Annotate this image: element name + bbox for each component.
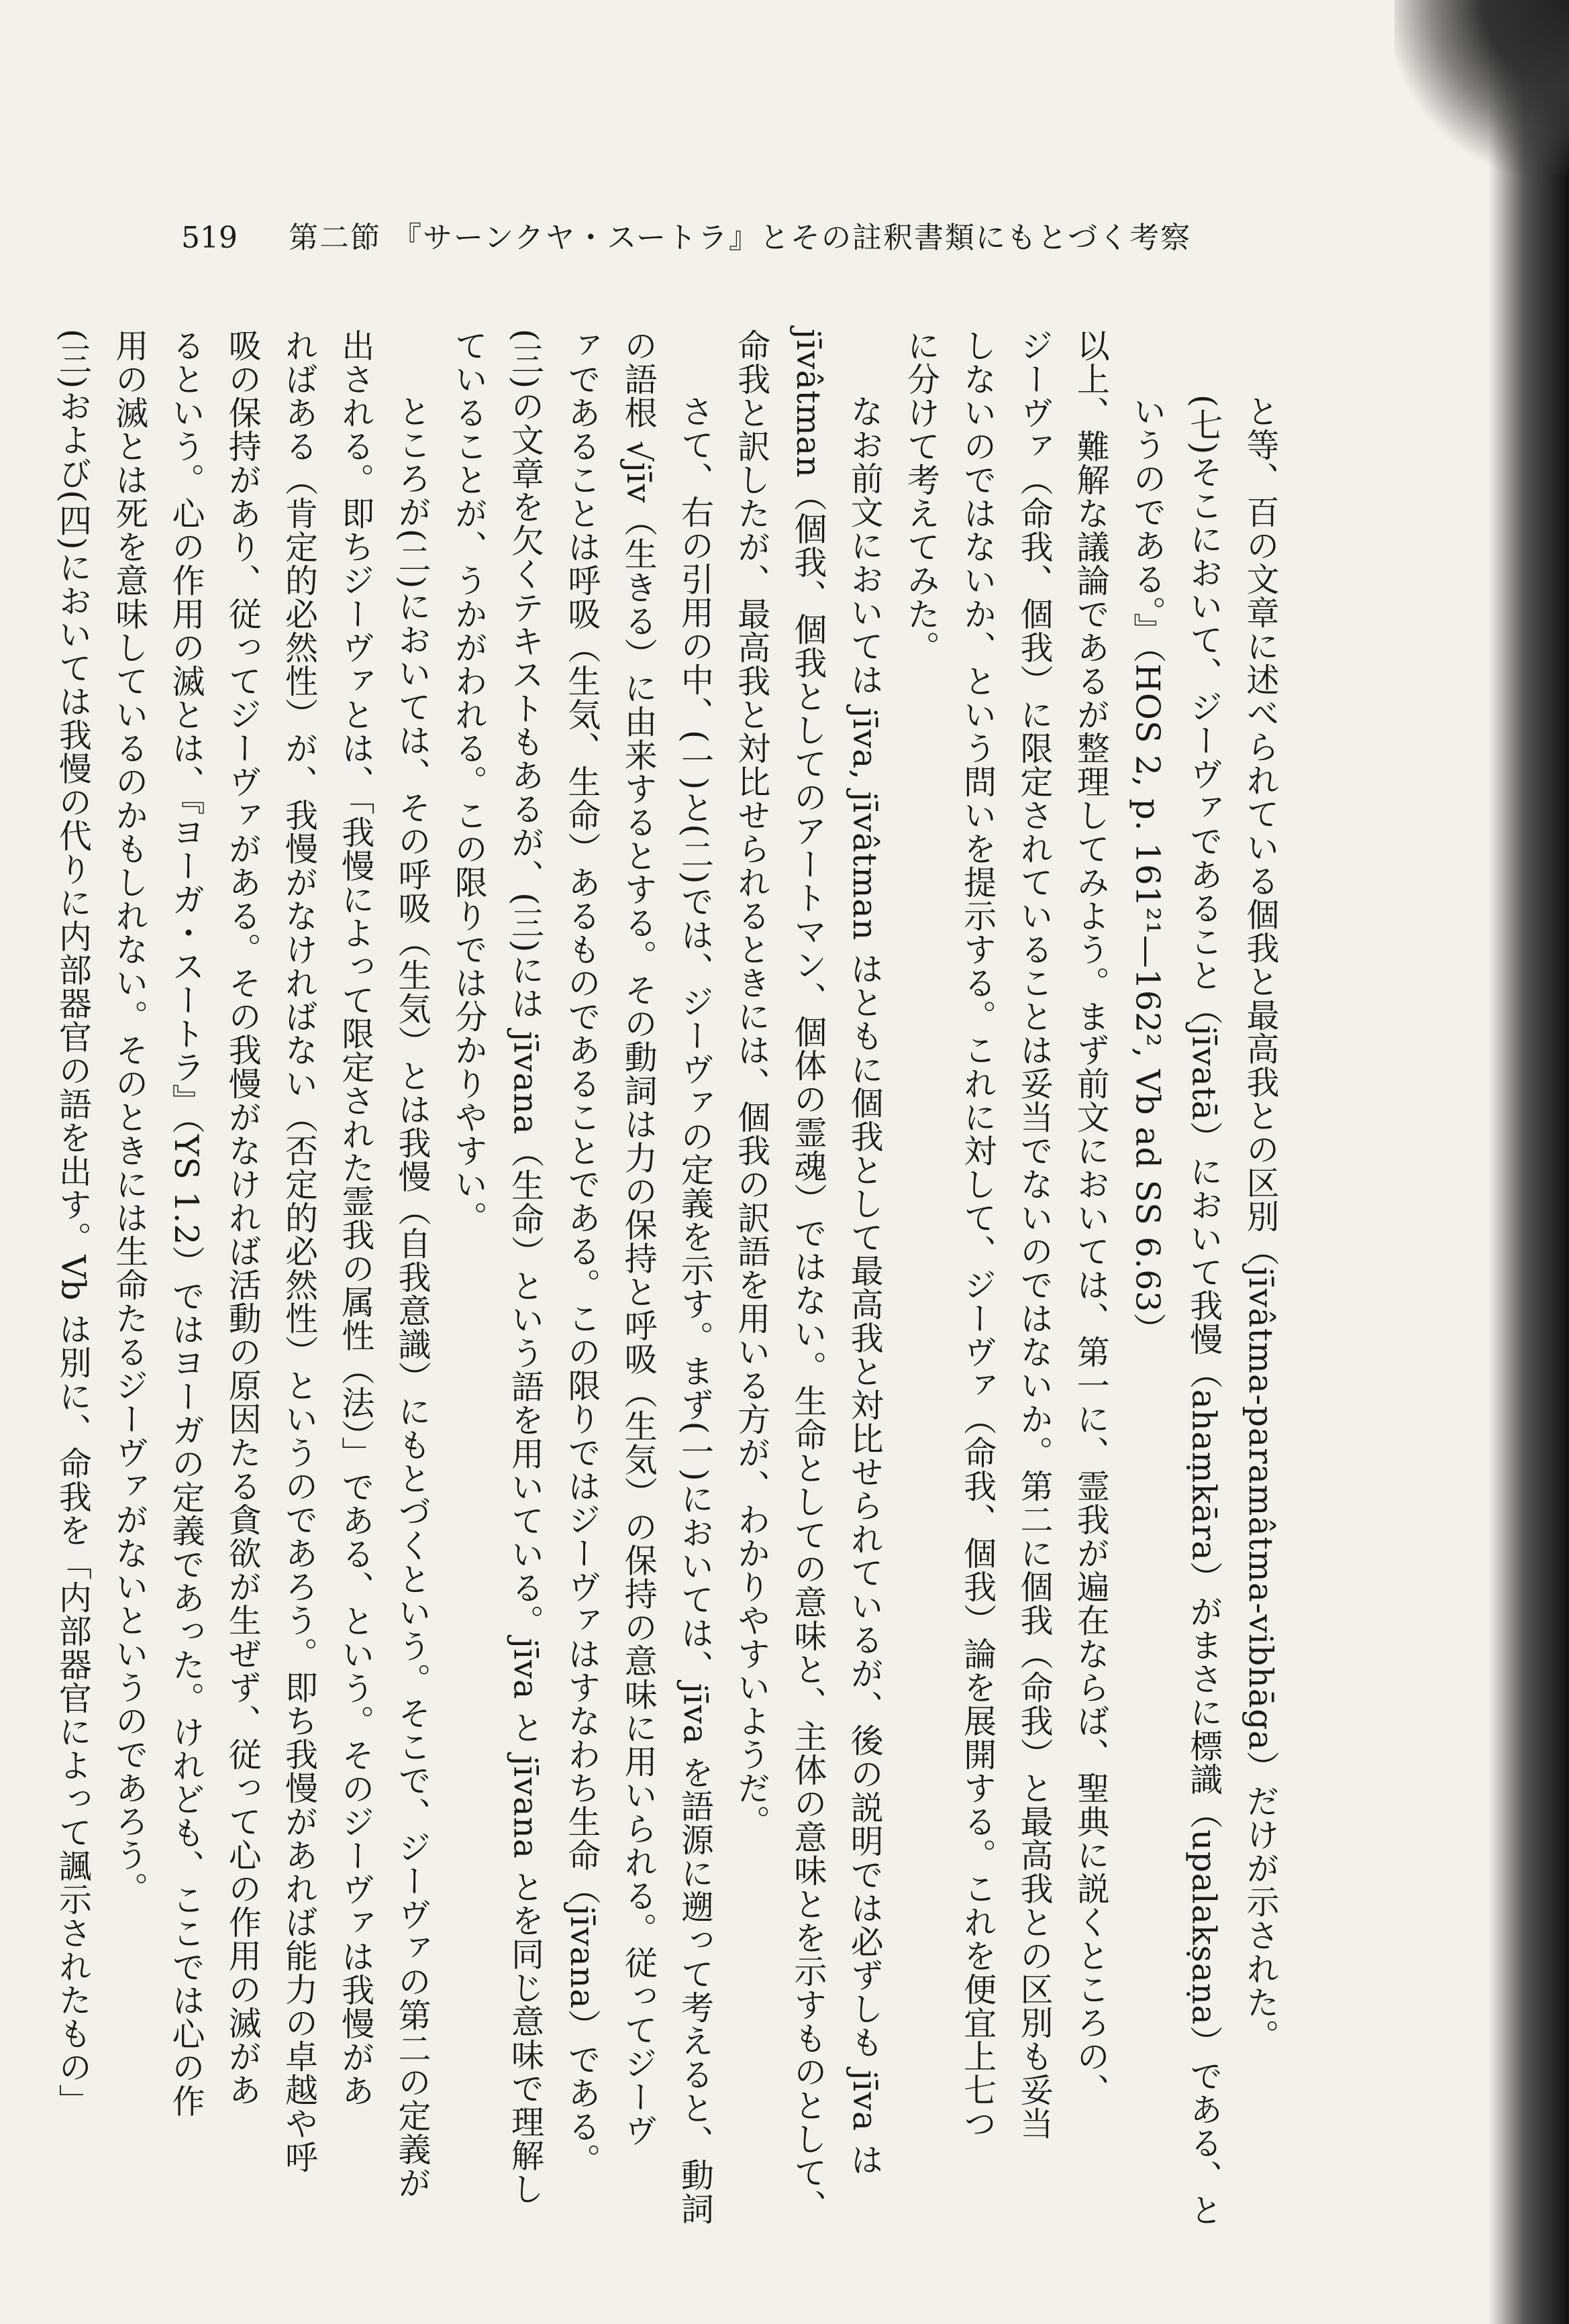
- text-line: 出される。即ちジーヴァとは、「我慢によって限定された霊我の属性（法）」である、という。そのジーヴァは我慢があ: [336, 329, 375, 2107]
- text-line: 命我と訳したが、最高我と対比せられるときには、個我の訳語を用いる方が、わかりやすいようだ。: [732, 329, 771, 1838]
- text-line: ところが(二)においては、その呼吸（生気）とは我慢（自我意識）にもとづくという。そこで、ジーヴァの第二の定義が: [393, 394, 432, 2200]
- text-line: と等、百の文章に述べられている個我と最高我との区別（jīvâtma-paramâtma-vibhāga）だけが示された。: [1242, 394, 1280, 2053]
- text-line: ればある（肯定的必然性）が、我慢がなければない（否定的必然性）というのであろう。即ち我慢があれば能力の卓越や呼: [280, 329, 319, 2174]
- text-line: ジーヴァ（命我、個我）に限定されていることは妥当でないのではないか。第二に個我（命我）と最高我との区別も妥当: [1015, 329, 1054, 2140]
- text-line: しないのではないか、という問いを提示する。これに対して、ジーヴァ（命我、個我）論を展開する。これを便宜上七つ: [958, 329, 997, 2140]
- text-line: に分けて考えてみた。: [902, 329, 941, 664]
- running-title: 第二節 『サーンクヤ・スートラ』とその註釈書類にもとづく考察: [288, 221, 1192, 255]
- text-line: の語根 √jīv（生きる）に由来するとする。その動詞は力の保持と呼吸（生気）の保持の意味に用いられる。従ってジーヴ: [619, 329, 658, 2148]
- text-line: さて、右の引用の中、(一)と(二)では、ジーヴァの定義を示す。まず(一)においては、jīva を語源に遡って考えると、動詞: [676, 394, 715, 2226]
- text-line: 吸の保持があり、従ってジーヴァがある。その我慢がなければ活動の原因たる貪欲が生ぜず、従って心の作用の滅があ: [223, 329, 262, 2107]
- text-line: (三)の文章を欠くテキストもあるが、(三)には jīvana（生命）という語を用いている。jīva と jīvana とを同じ意味で理解し: [506, 329, 545, 2206]
- text-line: ァであることは呼吸（生気、生命）あるものであることである。この限りではジーヴァはすなわち生命（jīvana）である。: [562, 329, 601, 2177]
- vertical-body-text: [54, 329, 1288, 2227]
- text-line: ていることが、うかがわれる。この限りでは分かりやすい。: [450, 329, 489, 1234]
- text-line: (三)および(四)においては我慢の代りに内部器官の語を出す。Vb は別に、命我を「内部器官によって諷示されたもの」: [54, 329, 93, 2117]
- page-number: 519: [181, 221, 238, 255]
- scan-page-edge: [1488, 0, 1569, 2324]
- text-line: (七)そこにおいて、ジーヴァであること（jīvatā）において我慢（ahaṃkāra）がまさに標識（upalakṣaṇa）である、と: [1184, 394, 1223, 2227]
- page-header: [181, 213, 1191, 256]
- text-line: いうのである。』（HOS 2, p. 161²¹—162², Vb ad SS 6.63）: [1128, 394, 1167, 1346]
- text-line: jīvâtman（個我、個我としてのアートマン、個体の霊魂）ではない。生命としての意味と、主体の意味とを示すものとして、: [789, 329, 827, 2223]
- text-line: 用の滅とは死を意味しているのかもしれない。そのときには生命たるジーヴァがないというのであろう。: [110, 329, 149, 1905]
- text-line: 以上、難解な議論であるが整理してみよう。まず前文においては、第一に、霊我が遍在ならば、聖典に説くところの、: [1072, 329, 1111, 2107]
- text-line: るという。心の作用の滅とは、『ヨーガ・スートラ』（YS 1.2）ではヨーガの定義であった。けれども、ここでは心の作: [166, 329, 205, 2118]
- scan-corner-shadow: [1395, 0, 1569, 174]
- text-line: なお前文においては jīva, jīvâtman はともに個我として最高我と対比せられているが、後の説明では必ずしも jīva は: [846, 394, 884, 2176]
